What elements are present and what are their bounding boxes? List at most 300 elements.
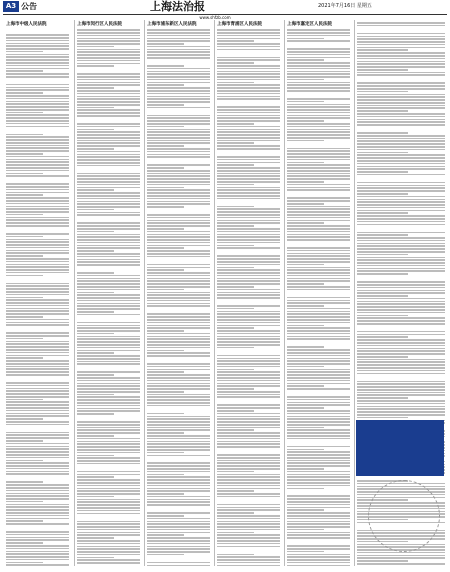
text-line-placeholder [287, 167, 350, 169]
text-line-placeholder [77, 463, 140, 465]
text-line-placeholder [147, 129, 210, 131]
text-line-placeholder [77, 84, 140, 86]
text-line-placeholder [147, 234, 210, 236]
text-line-placeholder [75, 168, 142, 172]
text-line-placeholder [77, 476, 114, 478]
text-line-placeholder [6, 407, 69, 409]
text-line-placeholder [77, 79, 140, 81]
text-line-placeholder [287, 308, 350, 310]
text-line-placeholder [6, 84, 69, 86]
text-line-placeholder [217, 167, 280, 169]
text-line-placeholder [287, 465, 350, 467]
text-line-placeholder [6, 197, 69, 199]
text-line-placeholder [77, 308, 140, 310]
text-line-placeholder [77, 154, 140, 156]
text-line-placeholder [287, 137, 350, 139]
text-line-placeholder [77, 234, 140, 236]
text-line-placeholder [357, 301, 445, 303]
text-line-placeholder [6, 473, 69, 475]
text-line-placeholder [217, 441, 280, 443]
text-line-placeholder [357, 166, 445, 168]
text-line-placeholder [357, 224, 445, 226]
text-line-placeholder [147, 546, 210, 548]
text-line-placeholder [77, 358, 140, 360]
text-line-placeholder [77, 256, 140, 258]
text-line-placeholder [4, 327, 71, 331]
text-line-placeholder [147, 173, 210, 175]
text-line-placeholder [287, 90, 350, 92]
text-line-placeholder [6, 310, 69, 312]
text-line-placeholder [287, 495, 350, 497]
text-line-placeholder [147, 57, 210, 59]
text-line-placeholder [357, 334, 445, 336]
text-line-placeholder [147, 104, 184, 106]
text-line-placeholder [147, 338, 210, 340]
text-line-placeholder [287, 363, 350, 365]
text-line-placeholder [147, 374, 210, 376]
text-line-placeholder [287, 488, 324, 490]
text-line-placeholder [147, 327, 210, 329]
text-line-placeholder [77, 73, 140, 75]
text-line-placeholder [147, 96, 210, 98]
text-line-placeholder [217, 286, 254, 288]
text-line-placeholder [357, 323, 445, 325]
text-line-placeholder [287, 297, 350, 299]
text-line-placeholder [6, 437, 69, 439]
text-line-placeholder [6, 98, 69, 100]
text-line-placeholder [217, 120, 280, 122]
text-line-placeholder [6, 343, 69, 345]
text-line-placeholder [6, 269, 69, 271]
text-line-placeholder [217, 476, 280, 478]
text-line-placeholder [6, 103, 69, 105]
notice-column-1 [4, 20, 71, 566]
text-line-placeholder [357, 414, 445, 416]
text-line-placeholder [147, 474, 184, 476]
text-line-placeholder [6, 523, 69, 525]
text-line-placeholder [77, 355, 140, 357]
text-line-placeholder [287, 117, 350, 119]
text-line-placeholder [217, 358, 280, 360]
text-line-placeholder [147, 523, 210, 525]
text-line-placeholder [357, 243, 445, 245]
text-line-placeholder [217, 280, 280, 282]
text-line-placeholder [4, 228, 71, 232]
text-line-placeholder [75, 366, 142, 370]
text-line-placeholder [147, 529, 210, 531]
text-line-placeholder [217, 269, 280, 271]
text-line-placeholder [77, 289, 140, 291]
text-line-placeholder [357, 190, 445, 192]
text-line-placeholder [287, 255, 350, 257]
text-line-placeholder [287, 84, 350, 86]
text-line-placeholder [357, 215, 445, 217]
text-line-placeholder [287, 140, 324, 142]
text-line-placeholder [217, 35, 280, 37]
text-line-placeholder [77, 427, 140, 429]
text-line-placeholder [6, 291, 69, 293]
text-line-placeholder [147, 73, 210, 75]
text-line-placeholder [287, 170, 350, 172]
text-line-placeholder [355, 77, 447, 81]
text-line-placeholder [217, 313, 280, 315]
text-line-placeholder [217, 363, 280, 365]
text-line-placeholder [77, 247, 140, 249]
text-line-placeholder [77, 311, 114, 313]
notice-body [4, 29, 71, 566]
text-line-placeholder [77, 488, 140, 490]
text-line-placeholder [6, 145, 69, 147]
text-line-placeholder [147, 512, 210, 514]
text-line-placeholder [217, 526, 280, 528]
text-line-placeholder [6, 222, 69, 224]
text-line-placeholder [357, 232, 445, 234]
text-line-placeholder [287, 479, 350, 481]
text-line-placeholder [217, 195, 280, 197]
text-line-placeholder [6, 520, 43, 522]
text-line-placeholder [287, 537, 350, 539]
text-line-placeholder [147, 297, 210, 299]
text-line-placeholder [147, 131, 210, 133]
text-line-placeholder [287, 220, 350, 222]
text-line-placeholder [77, 175, 140, 177]
text-line-placeholder [217, 62, 254, 64]
text-line-placeholder [217, 115, 280, 117]
text-line-placeholder [217, 532, 254, 534]
text-line-placeholder [6, 545, 69, 547]
text-line-placeholder [6, 217, 69, 219]
text-line-placeholder [287, 545, 350, 547]
text-line-placeholder [287, 313, 350, 315]
text-line-placeholder [147, 286, 210, 288]
text-line-placeholder [6, 167, 69, 169]
text-line-placeholder [217, 98, 280, 100]
text-line-placeholder [287, 559, 350, 561]
text-line-placeholder [217, 421, 280, 423]
text-line-placeholder [6, 366, 69, 368]
text-line-placeholder [147, 195, 210, 197]
text-line-placeholder [217, 424, 280, 426]
text-line-placeholder [357, 350, 445, 352]
text-line-placeholder [77, 65, 114, 67]
text-line-placeholder [6, 208, 69, 210]
text-line-placeholder [77, 314, 140, 316]
text-line-placeholder [6, 457, 69, 459]
text-line-placeholder [217, 319, 280, 321]
text-line-placeholder [147, 170, 210, 172]
text-line-placeholder [287, 104, 350, 106]
text-line-placeholder [77, 394, 114, 396]
text-line-placeholder [217, 142, 254, 144]
text-line-placeholder [357, 361, 445, 363]
text-line-placeholder [147, 82, 210, 84]
text-line-placeholder [77, 112, 140, 114]
text-line-placeholder [147, 264, 210, 266]
text-line-placeholder [147, 29, 210, 31]
text-line-placeholder [77, 82, 140, 84]
text-line-placeholder [287, 65, 350, 67]
text-line-placeholder [357, 320, 445, 322]
text-line-placeholder [287, 200, 350, 202]
text-line-placeholder [215, 300, 282, 304]
text-line-placeholder [77, 206, 140, 208]
text-line-placeholder [287, 504, 350, 506]
text-line-placeholder [145, 358, 212, 362]
text-line-placeholder [6, 264, 69, 266]
text-line-placeholder [6, 43, 69, 45]
text-line-placeholder [6, 559, 69, 561]
text-line-placeholder [4, 29, 71, 33]
text-line-placeholder [287, 225, 350, 227]
text-line-placeholder [357, 85, 445, 87]
text-line-placeholder [4, 526, 71, 530]
text-line-placeholder [147, 313, 210, 315]
text-line-placeholder [77, 245, 140, 247]
text-line-placeholder [357, 210, 445, 212]
text-line-placeholder [147, 178, 210, 180]
text-line-placeholder [217, 106, 280, 108]
text-line-placeholder [77, 38, 140, 40]
text-line-placeholder [217, 305, 280, 307]
text-line-placeholder [6, 509, 69, 511]
text-line-placeholder [217, 380, 280, 382]
text-line-placeholder [77, 131, 140, 133]
text-line-placeholder [147, 217, 210, 219]
text-line-placeholder [147, 455, 210, 457]
text-line-placeholder [6, 252, 69, 254]
text-line-placeholder [77, 250, 114, 252]
text-line-placeholder [217, 220, 280, 222]
text-line-placeholder [6, 446, 69, 448]
text-line-placeholder [215, 499, 282, 503]
text-line-placeholder [147, 548, 210, 550]
text-line-placeholder [357, 254, 408, 256]
text-line-placeholder [217, 84, 280, 86]
text-line-placeholder [6, 471, 69, 473]
text-line-placeholder [217, 129, 280, 131]
text-line-placeholder [6, 34, 69, 36]
text-line-placeholder [215, 250, 282, 254]
text-line-placeholder [6, 495, 69, 497]
text-line-placeholder [287, 217, 350, 219]
text-line-placeholder [77, 261, 140, 263]
text-line-placeholder [147, 43, 184, 45]
text-line-placeholder [287, 112, 350, 114]
text-line-placeholder [357, 49, 408, 51]
text-line-placeholder [217, 410, 254, 412]
text-line-placeholder [6, 393, 69, 395]
text-line-placeholder [357, 353, 445, 355]
text-line-placeholder [77, 457, 140, 459]
text-line-placeholder [217, 347, 254, 349]
text-line-placeholder [287, 258, 350, 260]
text-line-placeholder [6, 73, 69, 75]
text-line-placeholder [147, 493, 184, 495]
text-line-placeholder [77, 325, 140, 327]
text-line-placeholder [147, 154, 210, 156]
text-line-placeholder [147, 441, 210, 443]
text-line-placeholder [77, 363, 140, 365]
text-line-placeholder [217, 117, 280, 119]
text-line-placeholder [147, 432, 184, 434]
text-line-placeholder [147, 267, 210, 269]
text-line-placeholder [77, 485, 140, 487]
text-line-placeholder [357, 146, 445, 148]
text-line-placeholder [287, 319, 350, 321]
text-line-placeholder [217, 479, 280, 481]
text-line-placeholder [287, 59, 324, 61]
text-line-placeholder [77, 523, 140, 525]
text-line-placeholder [77, 537, 114, 539]
text-line-placeholder [147, 189, 210, 191]
text-line-placeholder [147, 418, 210, 420]
text-line-placeholder [147, 490, 210, 492]
text-line-placeholder [217, 333, 280, 335]
text-line-placeholder [355, 276, 447, 280]
text-line-placeholder [217, 145, 280, 147]
text-line-placeholder [6, 352, 69, 354]
text-line-placeholder [287, 231, 350, 233]
text-line-placeholder [287, 134, 350, 136]
text-line-placeholder [287, 474, 350, 476]
text-line-placeholder [6, 484, 69, 486]
text-line-placeholder [77, 526, 140, 528]
text-line-placeholder [217, 156, 280, 158]
text-line-placeholder [75, 118, 142, 122]
text-line-placeholder [6, 266, 69, 268]
text-line-placeholder [287, 211, 350, 213]
text-line-placeholder [357, 168, 445, 170]
text-line-placeholder [287, 451, 350, 453]
text-line-placeholder [357, 336, 408, 338]
text-line-placeholder [217, 521, 280, 523]
text-line-placeholder [147, 245, 210, 247]
text-line-placeholder [147, 90, 210, 92]
text-line-placeholder [77, 429, 140, 431]
text-line-placeholder [217, 90, 280, 92]
text-line-placeholder [217, 496, 280, 498]
text-line-placeholder [77, 159, 140, 161]
text-line-placeholder [357, 91, 408, 93]
text-line-placeholder [145, 209, 212, 213]
text-line-placeholder [147, 371, 184, 373]
text-line-placeholder [6, 285, 69, 287]
text-line-placeholder [77, 60, 140, 62]
text-line-placeholder [6, 101, 69, 103]
text-line-placeholder [357, 245, 445, 247]
text-line-placeholder [357, 552, 445, 554]
text-line-placeholder [147, 239, 210, 241]
text-line-placeholder [77, 46, 114, 48]
text-line-placeholder [6, 363, 69, 365]
text-line-placeholder [287, 123, 350, 125]
text-line-placeholder [6, 150, 69, 152]
text-line-placeholder [217, 234, 280, 236]
text-line-placeholder [217, 509, 280, 511]
text-line-placeholder [287, 181, 324, 183]
text-line-placeholder [147, 336, 210, 338]
text-line-placeholder [217, 93, 280, 95]
text-line-placeholder [357, 383, 445, 385]
text-line-placeholder [287, 325, 324, 327]
notice-column-2 [74, 20, 142, 566]
text-line-placeholder [6, 112, 43, 114]
text-line-placeholder [357, 212, 408, 214]
text-line-placeholder [287, 48, 350, 50]
text-line-placeholder [77, 129, 114, 131]
text-line-placeholder [147, 126, 184, 128]
text-line-placeholder [217, 267, 254, 269]
text-line-placeholder [217, 181, 280, 183]
text-line-placeholder [6, 401, 69, 403]
text-line-placeholder [217, 460, 280, 462]
text-line-placeholder [217, 523, 280, 525]
text-line-placeholder [145, 308, 212, 312]
text-line-placeholder [77, 421, 140, 423]
text-line-placeholder [217, 391, 280, 393]
text-line-placeholder [287, 413, 350, 415]
text-line-placeholder [6, 410, 69, 412]
text-line-placeholder [77, 327, 140, 329]
text-line-placeholder [287, 526, 350, 528]
text-line-placeholder [217, 507, 280, 509]
text-line-placeholder [287, 457, 350, 459]
text-line-placeholder [75, 515, 142, 519]
text-line-placeholder [287, 214, 350, 216]
text-line-placeholder [287, 554, 350, 556]
text-line-placeholder [217, 537, 280, 539]
text-line-placeholder [6, 62, 69, 64]
text-line-placeholder [217, 482, 280, 484]
text-line-placeholder [147, 325, 210, 327]
text-line-placeholder [6, 139, 69, 141]
text-line-placeholder [287, 551, 324, 553]
text-line-placeholder [77, 275, 140, 277]
text-line-placeholder [217, 198, 280, 200]
text-line-placeholder [287, 189, 350, 191]
text-line-placeholder [217, 565, 280, 566]
text-line-placeholder [75, 565, 142, 566]
text-line-placeholder [147, 181, 210, 183]
text-line-placeholder [287, 346, 324, 348]
text-line-placeholder [6, 206, 69, 208]
text-line-placeholder [147, 101, 210, 103]
text-line-placeholder [215, 399, 282, 403]
text-line-placeholder [6, 183, 69, 185]
text-line-placeholder [217, 438, 280, 440]
text-line-placeholder [6, 302, 69, 304]
text-line-placeholder [4, 277, 71, 281]
text-line-placeholder [287, 109, 350, 111]
text-line-placeholder [147, 521, 210, 523]
text-line-placeholder [6, 355, 69, 357]
text-line-placeholder [6, 332, 69, 334]
text-line-placeholder [357, 397, 408, 399]
text-line-placeholder [6, 319, 69, 321]
text-line-placeholder [217, 427, 280, 429]
text-line-placeholder [357, 281, 445, 283]
text-line-placeholder [77, 557, 114, 559]
text-line-placeholder [357, 270, 445, 272]
text-line-placeholder [217, 416, 280, 418]
text-line-placeholder [147, 452, 184, 454]
text-line-placeholder [217, 432, 280, 434]
text-line-placeholder [287, 250, 350, 252]
text-line-placeholder [6, 294, 69, 296]
text-line-placeholder [77, 87, 114, 89]
text-line-placeholder [217, 272, 280, 274]
text-line-placeholder [357, 132, 408, 134]
